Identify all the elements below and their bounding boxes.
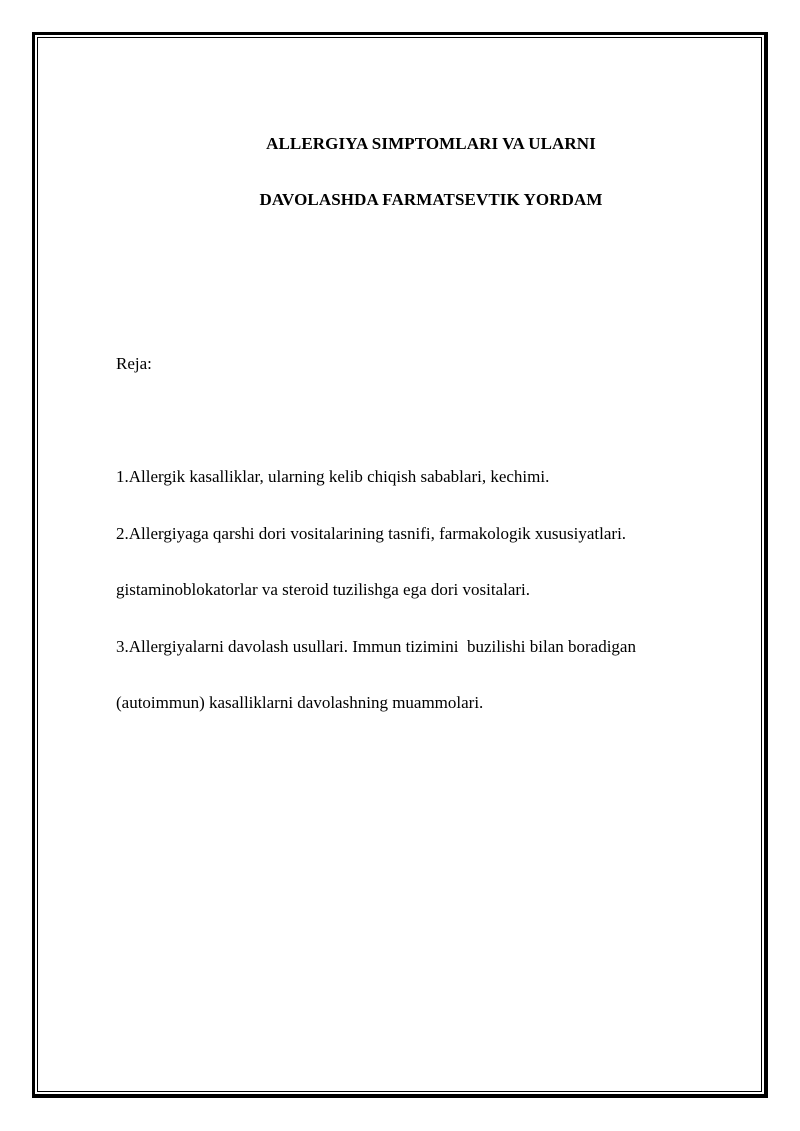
plan-item-2: 2.Allergiyaga qarshi dori vositalarining tasnifi, farmakologik xususiyatlari. bbox=[116, 524, 627, 543]
document-title-line-2: DAVOLASHDA FARMATSEVTIK YORDAM bbox=[259, 190, 603, 209]
plan-item-2-continuation: gistaminoblokatorlar va steroid tuzilishga ega dori vositalari. bbox=[116, 580, 531, 599]
plan-label: Reja: bbox=[116, 354, 152, 373]
plan-item-1: 1.Allergik kasalliklar, ularning kelib chiqish sabablari, kechimi. bbox=[116, 467, 550, 486]
document-title-line-1: ALLERGIYA SIMPTOMLARI VA ULARNI bbox=[266, 134, 596, 153]
plan-item-3: 3.Allergiyalarni davolash usullari. Immun tizimini buzilishi bilan boradigan bbox=[116, 637, 636, 656]
plan-item-3-continuation: (autoimmun) kasalliklarni davolashning muammolari. bbox=[116, 693, 484, 712]
